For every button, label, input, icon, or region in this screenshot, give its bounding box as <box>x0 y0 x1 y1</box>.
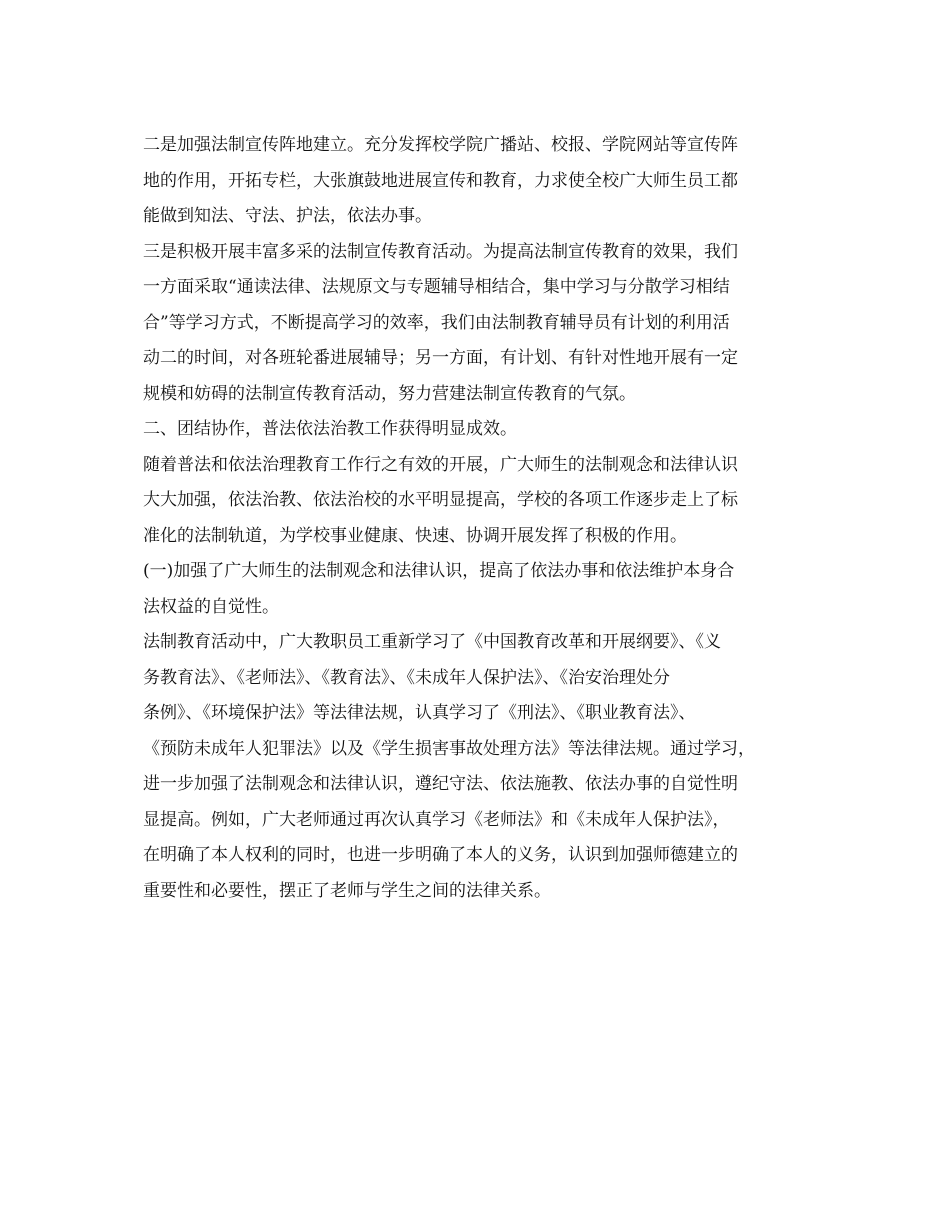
text-line: 法制教育活动中，广大教职员工重新学习了《中国教育改革和开展纲要》、《义 <box>143 632 721 652</box>
text-line: 务教育法》、《老师法》、《教育法》、《未成年人保护法》、《治安治理处分 <box>143 667 670 688</box>
text-line: 显提高。例如，广大老师通过再次认真学习《老师法》和《未成年人保护法》， <box>143 809 730 830</box>
text-line: 一方面采取“通读法律、法规原文与专题辅导相结合，集中学习与分散学习相结 <box>143 277 730 297</box>
subsection-heading: 法权益的自觉性。 <box>143 596 279 617</box>
text-line: 二是加强法制宣传阵地建立。充分发挥校学院广播站、校报、学院网站等宣传阵 <box>143 135 738 155</box>
text-line: 大大加强，依法治教、依法治校的水平明显提高，学校的各项工作逐步走上了标 <box>143 490 738 510</box>
text-line: 随着普法和依法治理教育工作行之有效的开展，广大师生的法制观念和法律认识 <box>143 454 738 475</box>
text-line: 合”等学习方式，不断提高学习的效率，我们由法制教育辅导员有计划的利用活 <box>143 312 730 333</box>
subsection-heading: (一)加强了广大师生的法制观念和法律认识，提高了依法办事和依法维护本身合 <box>143 561 735 581</box>
text-line: 在明确了本人权利的同时，也进一步明确了本人的义务，认识到加强师德建立的 <box>143 845 738 865</box>
text-line: 地的作用，开拓专栏，大张旗鼓地进展宣传和教育，力求使全校广大师生员工都 <box>143 170 738 191</box>
text-line: 准化的法制轨道，为学校事业健康、快速、协调开展发挥了积极的作用。 <box>143 525 687 546</box>
text-line: 规模和妨碍的法制宣传教育活动，努力营建法制宣传教育的气氛。 <box>143 383 636 404</box>
text-line: 进一步加强了法制观念和法律认识，遵纪守法、依法施教、依法办事的自觉性明 <box>143 774 738 794</box>
text-line: 动二的时间，对各班轮番进展辅导；另一方面，有计划、有针对性地开展有一定 <box>143 348 738 368</box>
text-line: 《预防未成年人犯罪法》以及《学生损害事故处理方法》等法律法规。通过学习， <box>143 738 755 759</box>
text-line: 三是积极开展丰富多采的法制宣传教育活动。为提高法制宣传教育的效果，我们 <box>143 241 738 262</box>
text-line: 条例》、《环境保护法》等法律法规，认真学习了《刑法》、《职业教育法》、 <box>143 703 696 723</box>
text-line: 能做到知法、守法、护法，依法办事。 <box>143 206 432 226</box>
text-line: 重要性和必要性，摆正了老师与学生之间的法律关系。 <box>143 880 551 901</box>
section-heading: 二、团结协作，普法依法治教工作获得明显成效。 <box>143 419 517 439</box>
document-body <box>143 128 813 909</box>
